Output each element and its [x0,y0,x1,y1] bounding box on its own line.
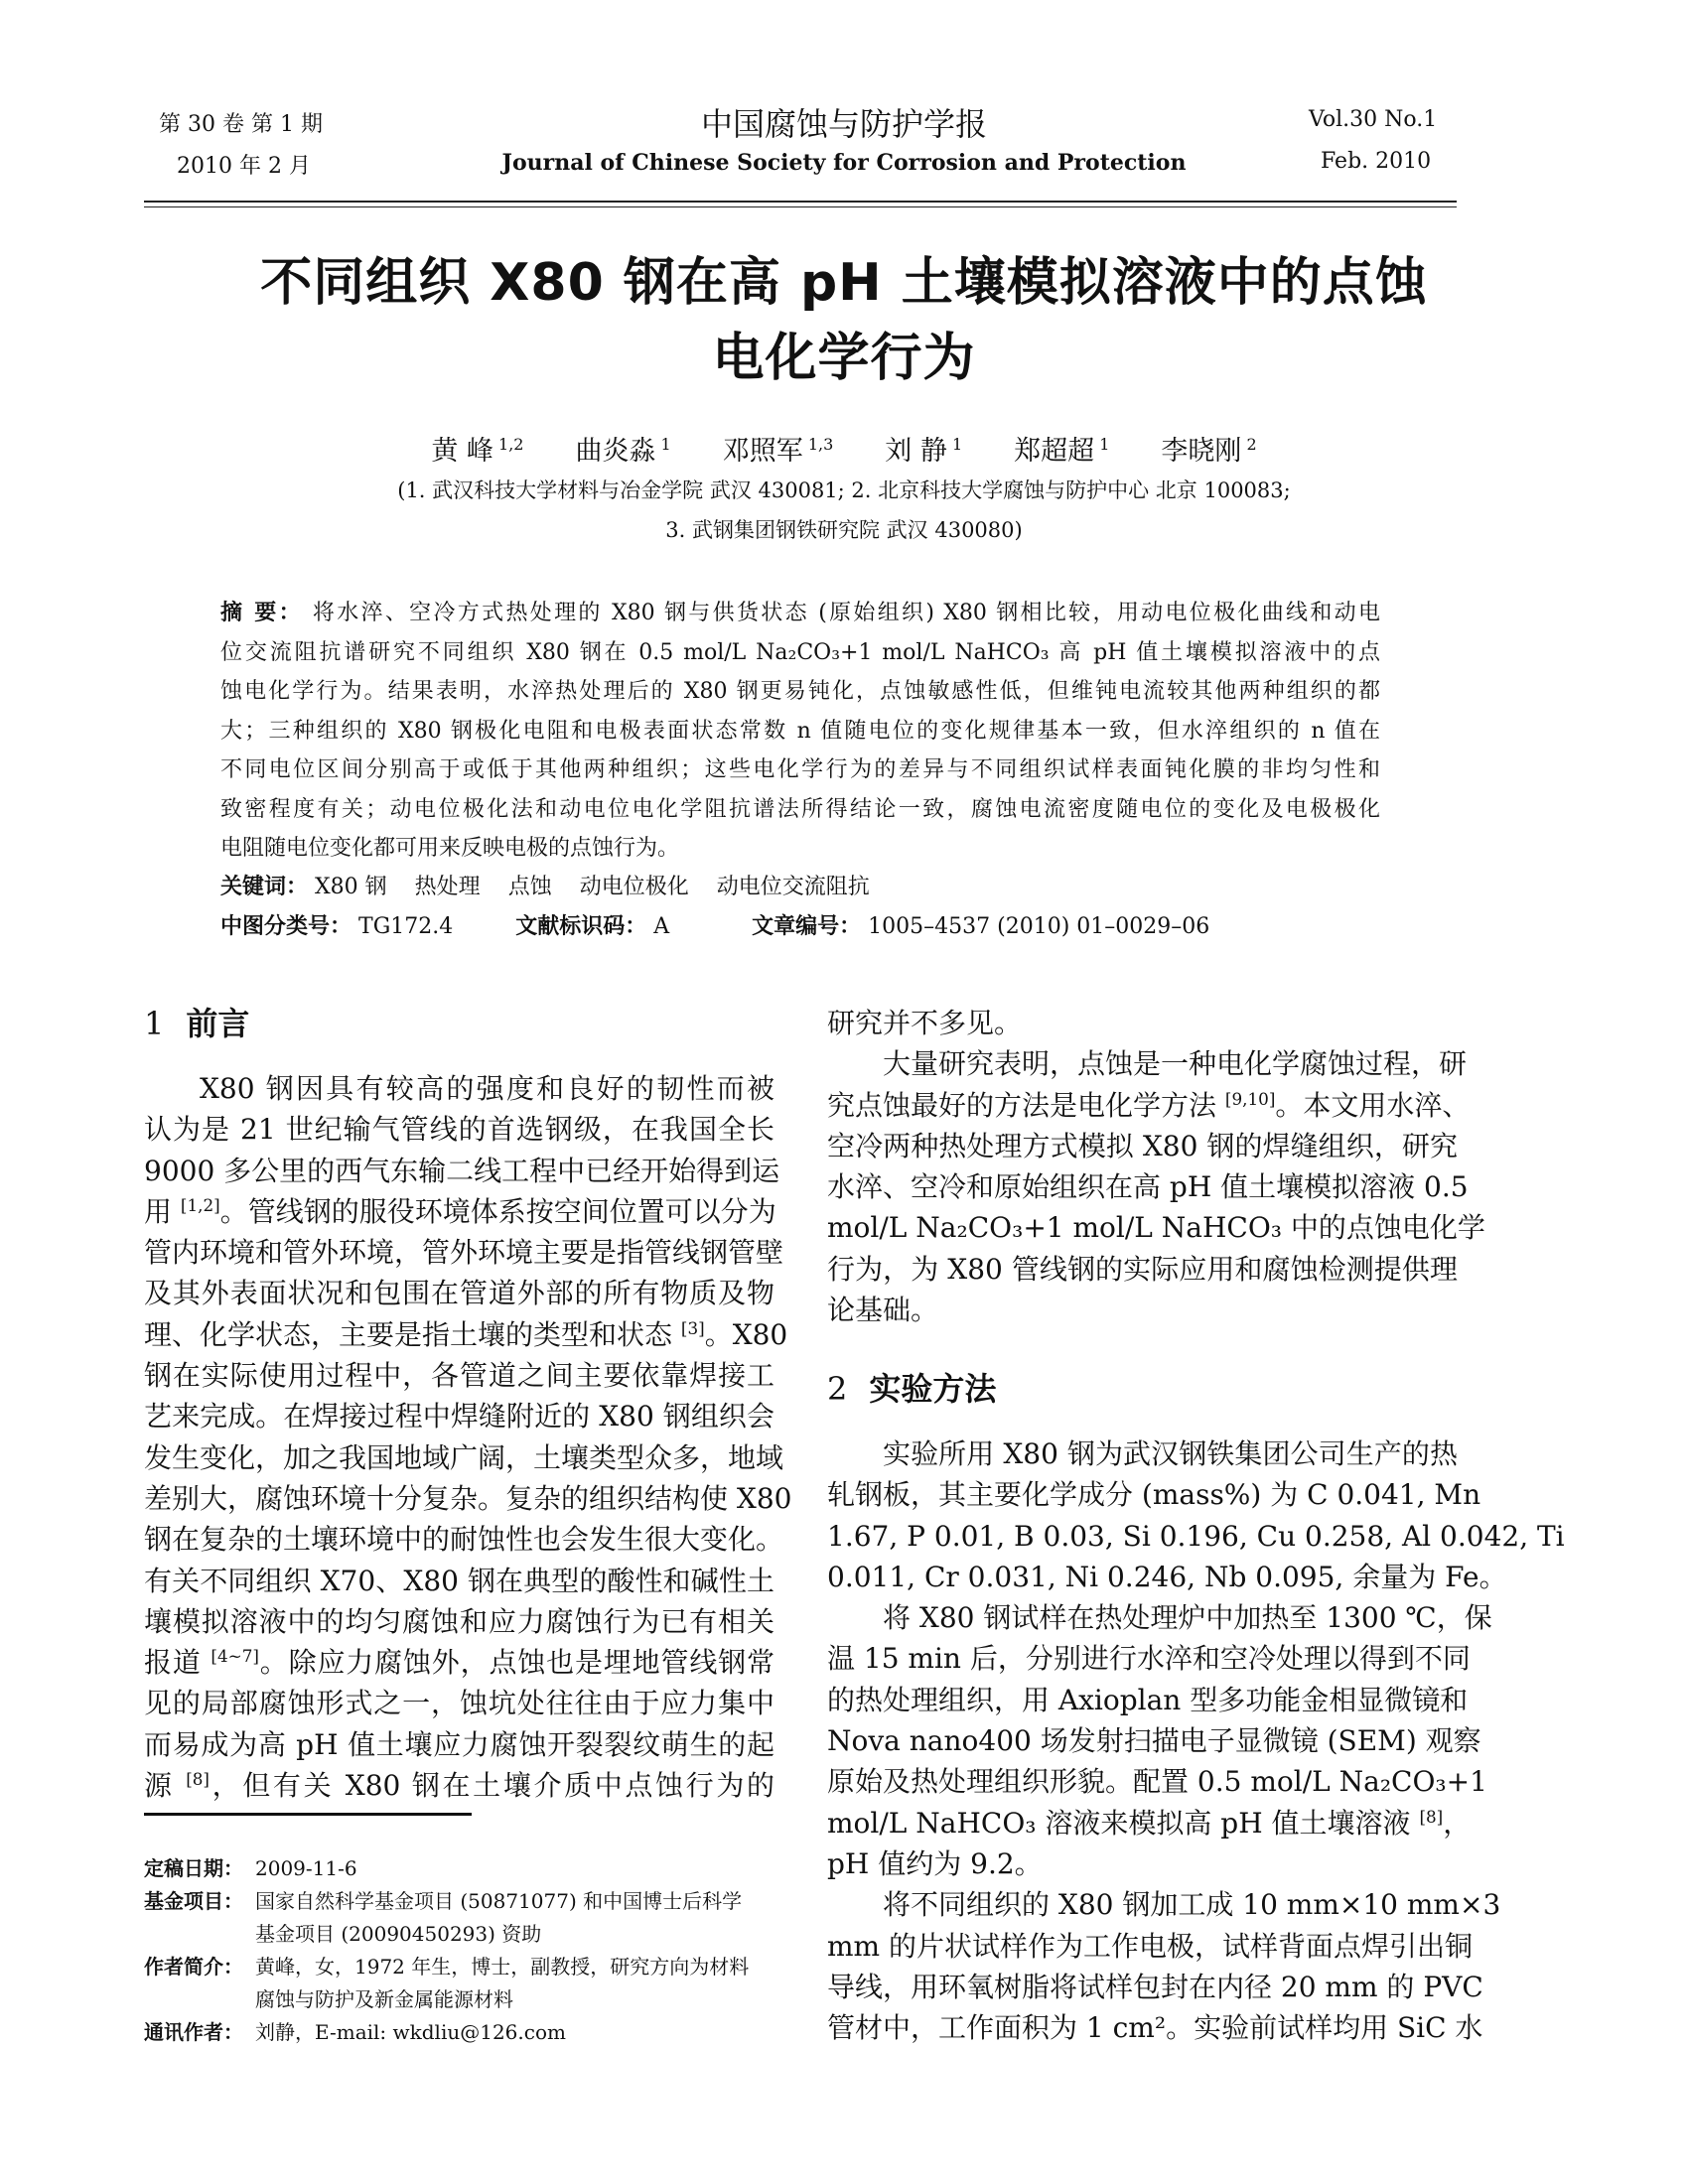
body-line: 水淬、空冷和原始组织在高 pH 值土壤模拟溶液 0.5 [827,1170,1469,1204]
section-number: 1 [144,1005,165,1042]
clc-value: TG172.4 [358,914,454,939]
section-title: 前言 [186,1005,250,1042]
right-column-body-top [827,1003,1485,1330]
body-line: 将 X80 钢试样在热处理炉中加热至 1300 ℃，保 [883,1601,1492,1635]
article-title-line1: 不同组织 X80 钢在高 pH 土壤模拟溶液中的点蚀 [260,253,1428,313]
author [885,436,962,467]
author-affiliation-mark: 1,2 [492,435,524,454]
volume-issue-cn: 第 30 卷 第 1 期 [159,112,323,137]
footnote-label: 定稿日期： [144,1856,243,1880]
body-line: 差别大，腐蚀环境十分复杂。复杂的组织结构使 X80 [144,1481,792,1515]
author-name: 黄 峰 [431,436,493,467]
abstract-line: 位交流阻抗谱研究不同组织 X80 钢在 0.5 mol/L Na₂CO₃+1 mol/L NaHCO₃ 高 pH 值土壤模拟溶液中的点 [220,639,1380,665]
citation-ref[interactable]: [4~7] [211,1646,259,1667]
citation-ref[interactable]: [8] [1419,1806,1444,1827]
doc-code-label: 文献标识码： [515,914,647,939]
body-line: 见的局部腐蚀形式之一，蚀坑处往往由于应力集中 [144,1687,774,1720]
body-line: mol/L Na₂CO₃+1 mol/L NaHCO₃ 中的点蚀电化学 [827,1211,1485,1245]
paragraph [827,1003,1458,1043]
citation-ref[interactable]: [9,10] [1224,1088,1276,1109]
left-column-body [144,1068,792,1806]
header-rule-bottom [144,206,1457,207]
footnote-row [144,1918,749,1951]
footnote-value: 腐蚀与防护及新金属能源材料 [255,1987,513,2011]
article-no-label: 文章编号： [752,914,862,939]
footnote-value: 刘静，E-mail: wkdliu@126.com [255,2020,566,2044]
journal-title-cn: 中国腐蚀与防护学报 [700,105,987,143]
affiliations-line1: (1. 武汉科技大学材料与冶金学院 武汉 430081; 2. 北京科技大学腐蚀与防护中心 北京 100083; [397,478,1291,502]
footnotes [144,1852,749,2049]
paragraph [827,1884,1501,2048]
body-line: mm 的片状试样作为工作电极，试样背面点焊引出铜 [827,1929,1474,1963]
section-1-heading [144,999,249,1044]
footnote-label: 基金项目： [144,1889,243,1913]
author-name: 刘 静 [885,436,947,467]
date-cn: 2010 年 2 月 [177,154,311,179]
footnote-value: 2009-11-6 [255,1856,357,1880]
body-line: 钢在实际使用过程中，各管道之间主要依靠焊接工 [144,1359,774,1393]
abstract-line: 致密程度有关；动电位极化法和动电位电化学阻抗谱法所得结论一致，腐蚀电流密度随电位的变化及电极极化 [220,796,1380,822]
body-line: 1.67, P 0.01, B 0.03, Si 0.196, Cu 0.258, Al 0.042, Ti [827,1519,1565,1553]
footnote-value: 国家自然科学基金项目 (50871077) 和中国博士后科学 [255,1889,743,1913]
body-line: 轧钢板，其主要化学成分 (mass%) 为 C 0.041, Mn [827,1478,1481,1512]
doc-code-value: A [653,914,670,939]
footnote-value: 黄峰，女，1972 年生，博士，副教授，研究方向为材料 [255,1955,750,1979]
body-line: 研究并不多见。 [827,1007,1023,1039]
paragraph [827,1597,1492,1884]
abstract-line: 电阻随电位变化都可用来反映电极的点蚀行为。 [220,836,680,861]
classification-row [220,909,1209,940]
body-line: mol/L NaHCO₃ 溶液来模拟高 pH 值土壤溶液 [8]， [827,1806,1472,1840]
keyword: 动电位交流阻抗 [716,875,870,899]
header-rule-top [144,201,1457,203]
body-line: 论基础。 [827,1294,939,1327]
abstract-label: 摘 要： [220,601,313,625]
body-line: 实验所用 X80 钢为武汉钢铁集团公司生产的热 [883,1437,1458,1470]
body-line: 的热处理组织，用 Axioplan 型多功能金相显微镜和 [827,1683,1469,1716]
abstract-line: 蚀电化学行为。结果表明，水淬热处理后的 X80 钢更易钝化，点蚀敏感性低，但维钝电流较其他两种组织的都 [220,679,1380,704]
author-affiliation-mark: 1,3 [802,435,834,454]
body-line: 管材中，工作面积为 1 cm²。实验前试样均用 SiC 水 [827,2011,1483,2045]
date-en: Feb. 2010 [1321,149,1432,174]
body-line: pH 值约为 9.2。 [827,1846,1043,1880]
keyword: X80 钢 [315,875,387,899]
footnote-row [144,1852,749,1885]
body-line: 而易成为高 pH 值土壤应力腐蚀开裂裂纹萌生的起 [144,1727,774,1761]
body-line: 空冷两种热处理方式模拟 X80 钢的焊缝组织，研究 [827,1129,1458,1162]
article-no-value: 1005–4537 (2010) 01–0029–06 [868,914,1210,939]
body-line: 9000 多公里的西气东输二线工程中已经开始得到运 [144,1154,780,1187]
article-title-line2: 电化学行为 [712,329,976,388]
abstract-line: 大；三种组织的 X80 钢极化电阻和电极表面状态常数 n 值随电位的变化规律基本一致，但水淬组织的 n 值在 [220,718,1380,744]
body-line: 管内环境和管外环境，管外环境主要是指管线钢管壁 [144,1236,784,1270]
author-affiliation-mark: 1 [655,435,671,454]
author-name: 郑超超 [1014,436,1095,467]
body-line: 钢在复杂的土壤环境中的耐蚀性也会发生很大变化。 [144,1523,784,1557]
body-line: 大量研究表明，点蚀是一种电化学腐蚀过程，研 [883,1047,1468,1081]
author-affiliation-mark: 1 [1094,435,1110,454]
body-line: 用 [1,2]。管线钢的服役环境体系按空间位置可以分为 [144,1194,776,1228]
body-line: 及其外表面状况和包围在管道外部的所有物质及物 [144,1277,774,1310]
section-number: 2 [827,1370,848,1408]
right-column-body-bottom [827,1433,1565,2048]
abstract [220,594,1380,869]
keywords-label: 关键词： [220,875,309,899]
body-line: 将不同组织的 X80 钢加工成 10 mm×10 mm×3 [883,1888,1501,1922]
keyword: 热处理 [414,875,481,899]
author-name: 邓照军 [722,436,803,467]
body-line: 有关不同组织 X70、X80 钢在典型的酸性和碱性土 [144,1564,774,1597]
abstract-line: 不同电位区间分别高于或低于其他两种组织；这些电化学行为的差异与不同组织试样表面钝化膜的非均匀性和 [220,757,1380,782]
footnote-label: 通讯作者： [144,2020,243,2044]
volume-issue-en: Vol.30 No.1 [1309,107,1438,132]
author [1014,436,1109,467]
clc-label: 中图分类号： [220,914,352,939]
author-list [0,429,1688,468]
body-line: 壤模拟溶液中的均匀腐蚀和应力腐蚀行为已有相关 [144,1604,774,1638]
footnote-row [144,1885,749,1918]
footnote-label: 作者简介： [144,1955,243,1979]
body-line: 发生变化，加之我国地域广阔，土壤类型众多，地域 [144,1440,784,1474]
author-name: 李晓刚 [1161,436,1242,467]
paragraph [144,1068,792,1806]
paragraph [827,1043,1485,1330]
body-line: 行为，为 X80 管线钢的实际应用和腐蚀检测提供理 [827,1252,1458,1286]
author-affiliation-mark: 2 [1241,435,1257,454]
affiliations-line2: 3. 武钢集团钢铁研究院 武汉 430080) [665,518,1023,542]
body-line: 报道 [4~7]。除应力腐蚀外，点蚀也是埋地管线钢常 [144,1646,774,1680]
body-line: 认为是 21 世纪输气管线的首选钢级，在我国全长 [144,1113,774,1147]
footnote-row [144,2016,749,2049]
footnote-rule [144,1813,472,1816]
journal-title-en: Journal of Chinese Society for Corrosion and Protection [501,150,1187,176]
author [575,436,670,467]
body-line: 艺来完成。在焊接过程中焊缝附近的 X80 钢组织会 [144,1400,774,1433]
body-line: 究点蚀最好的方法是电化学方法 [9,10]。本文用水淬、 [827,1088,1471,1122]
author [1161,436,1256,467]
citation-ref[interactable]: [3] [680,1317,705,1338]
body-line: 温 15 min 后，分别进行水淬和空冷处理以得到不同 [827,1642,1471,1676]
body-line: X80 钢因具有较高的强度和良好的韧性而被 [200,1072,774,1105]
footnote-row [144,1951,749,1983]
body-line: 源 [8]，但有关 X80 钢在土壤介质中点蚀行为的 [144,1768,774,1803]
author-affiliation-mark: 1 [946,435,963,454]
author [723,436,834,467]
author-name: 曲炎淼 [575,436,656,467]
section-2-heading [827,1364,996,1410]
body-line: 理、化学状态，主要是指土壤的类型和状态 [3]。X80 [144,1317,788,1351]
paragraph [827,1433,1565,1597]
body-line: Nova nano400 场发射扫描电子显微镜 (SEM) 观察 [827,1724,1481,1758]
author [431,436,523,467]
footnote-value: 基金项目 (20090450293) 资助 [255,1922,542,1946]
body-line: 原始及热处理组织形貌。配置 0.5 mol/L Na₂CO₃+1 [827,1765,1487,1799]
citation-ref[interactable]: [8] [186,1768,210,1789]
abstract-line: 摘 要： 将水淬、空冷方式热处理的 X80 钢与供货状态 (原始组织) X80 钢相比较，用动电位极化曲线和动电 [220,601,1380,625]
keyword: 动电位极化 [579,875,689,899]
body-line: 导线，用环氧树脂将试样包封在内径 20 mm 的 PVC [827,1970,1483,2003]
citation-ref[interactable]: [1,2] [180,1194,220,1215]
footnote-row [144,1983,749,2016]
keyword: 点蚀 [507,875,552,899]
section-title: 实验方法 [869,1370,997,1408]
body-line: 0.011, Cr 0.031, Ni 0.246, Nb 0.095, 余量为 Fe。 [827,1560,1507,1593]
keywords [220,870,898,900]
